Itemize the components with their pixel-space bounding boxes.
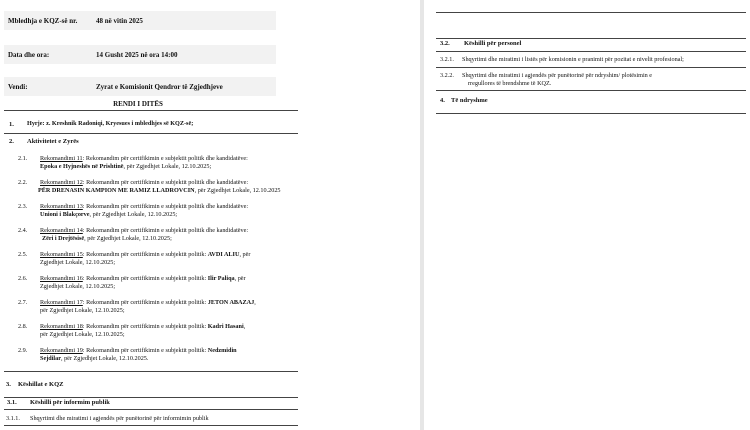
rec-ref: Rekomandimi 12 <box>40 179 83 186</box>
item2-title: Aktivitetet e Zyrës <box>27 138 79 145</box>
divider <box>436 51 746 52</box>
rec-text: : Rekomandim për certifikimin e subjektit politik dhe kandidatëve: <box>82 203 249 210</box>
rec-line2 <box>40 355 148 363</box>
rec-text: : Rekomandim për certifikimin e subjektit politik dhe kandidatëve: <box>82 155 248 162</box>
rec-line2 <box>40 211 177 219</box>
item4-number: 4. <box>440 97 445 104</box>
rec-subject: Epoka e Hyjneshës në Prishtinë <box>40 163 124 170</box>
divider <box>436 12 746 13</box>
rec-line2 <box>42 235 172 243</box>
rec-number: 2.4. <box>18 227 28 234</box>
divider <box>4 397 298 398</box>
rec-text: : Rekomandim për certifikimin e subjektit politik: <box>82 299 208 306</box>
meeting-value: 48 në vitin 2025 <box>96 17 143 25</box>
divider <box>436 38 746 39</box>
rec-number: 2.7. <box>18 299 28 306</box>
rec-line2: Zgjedhjet Lokale, 12.10.2025; <box>40 259 116 266</box>
rec-text: , për <box>234 275 246 282</box>
s322-text-line2: rregullores të brendshme të KQZ. <box>468 80 552 87</box>
rec-line1 <box>40 179 248 187</box>
rec-subject: Nedzmidin <box>207 347 237 354</box>
item3-title: Këshillat e KQZ <box>18 381 64 388</box>
rec-line1 <box>40 323 245 331</box>
rec-line1 <box>40 227 248 235</box>
rec-ref: Rekomandimi 16 <box>40 275 83 282</box>
rec-text: , për Zgjedhjet Lokale, 12.10.2025; <box>84 235 172 242</box>
rec-text: , <box>254 299 256 306</box>
rec-text: : Rekomandim për certifikimin e subjektit politik: <box>82 323 208 330</box>
rec-text: , për Zgjedhjet Lokale, 12.10.2025; <box>89 211 178 218</box>
rec-line1 <box>40 203 248 211</box>
rec-line2: për Zgjedhjet Lokale, 12.10.2025; <box>40 331 125 338</box>
rec-text: , për Zgjedhjet Lokale, 12.10.2025. <box>60 355 149 362</box>
meeting-number-row <box>4 11 276 30</box>
rec-line1 <box>40 299 256 307</box>
rec-line2 <box>38 187 281 195</box>
date-value: 14 Gusht 2025 në ora 14:00 <box>96 51 178 59</box>
s321-number: 3.2.1. <box>440 56 454 63</box>
rec-ref: Rekomandimi 15 <box>40 251 83 258</box>
agenda-title: RENDI I DITËS <box>113 100 163 108</box>
place-row <box>4 77 276 96</box>
rec-text: , për Zgjedhjet Lokale, 12.10.2025 <box>194 187 281 194</box>
place-value: Zyrat e Komisionit Qendror të Zgjedhjeve <box>96 83 223 91</box>
rec-number: 2.2. <box>18 179 28 186</box>
rec-subject: JETON ABAZAJ <box>207 299 255 306</box>
divider <box>436 67 746 68</box>
rec-text: : Rekomandim për certifikimin e subjektit politik: <box>82 251 208 258</box>
divider <box>4 371 298 372</box>
divider <box>4 133 298 134</box>
rec-line1 <box>40 275 246 283</box>
divider <box>4 409 298 410</box>
rec-line2: për Zgjedhjet Lokale, 12.10.2025; <box>40 307 125 314</box>
rec-line1 <box>40 155 248 163</box>
s32-title: Këshilli për personel <box>464 40 522 47</box>
rec-line1 <box>40 251 250 259</box>
rec-line2 <box>40 163 211 171</box>
rec-number: 2.8. <box>18 323 28 330</box>
rec-subject: Unioni i Blakçorve <box>40 211 90 218</box>
s322-number: 3.2.2. <box>440 72 454 79</box>
rec-number: 2.9. <box>18 347 28 354</box>
item2-number: 2. <box>9 138 14 145</box>
rec-text: : Rekomandim për certifikimin e subjektit politik dhe kandidatëve: <box>82 227 249 234</box>
rec-text: , për <box>239 251 251 258</box>
date-row <box>4 45 276 64</box>
s32-number: 3.2. <box>440 40 450 47</box>
rec-subject: PËR DRENASIN KAMPION ME RAMIZ LLADROVCIN <box>38 187 195 194</box>
rec-number: 2.1. <box>18 155 28 162</box>
divider <box>436 113 746 114</box>
rec-subject: AVDI ALIU <box>207 251 240 258</box>
rec-number: 2.6. <box>18 275 28 282</box>
rec-ref: Rekomandimi 19 <box>40 347 83 354</box>
rec-line1 <box>40 347 237 355</box>
divider <box>4 425 298 426</box>
s31-number: 3.1. <box>7 399 17 406</box>
s321-text: Shqyrtimi dhe miratimi i listës për komisionin e pranimit për pozitat e nivelit profesional; <box>462 56 684 63</box>
rec-text: : Rekomandim për certifikimin e subjektit politik: <box>82 275 208 282</box>
date-label: Data dhe ora: <box>8 51 50 59</box>
rec-text: : Rekomandim për certifikimin e subjektit politik: <box>82 347 208 354</box>
item3-number: 3. <box>6 381 11 388</box>
rec-ref: Rekomandimi 13 <box>40 203 83 210</box>
s311-text: Shqyrtimi dhe miratimi i agjendës për punëtorinë për informimin publik <box>30 415 209 422</box>
rec-text: , <box>243 323 246 330</box>
divider <box>436 90 746 91</box>
rec-ref: Rekomandimi 18 <box>40 323 83 330</box>
rec-ref: Rekomandimi 14 <box>40 227 83 234</box>
rec-ref: Rekomandimi 17 <box>40 299 83 306</box>
s311-number: 3.1.1. <box>6 415 20 422</box>
page-right <box>424 0 750 430</box>
rec-subject: Zëri i Drejtësisë <box>42 235 85 242</box>
s322-text-line1: Shqyrtimi dhe miratimi i agjendës për punëtorinë për ndryshim/ plotësimin e <box>462 72 653 79</box>
meeting-label: Mbledhja e KQZ-së nr. <box>8 17 78 25</box>
rec-ref: Rekomandimi 11 <box>40 155 83 162</box>
rec-line2: Zgjedhjet Lokale, 12.10.2025; <box>40 283 116 290</box>
rec-subject: Ilir Paliqa <box>207 275 235 282</box>
divider <box>4 110 298 111</box>
item1-number: 1. <box>9 121 14 128</box>
rec-subject: Sejdilar <box>40 355 61 362</box>
rec-text: : Rekomandim për certifikimin e subjektit politik dhe kandidatëve: <box>82 179 249 186</box>
item1-text: Hyrje: z. Kreshnik Radoniqi, Kryesues i mbledhjes së KQZ-së; <box>27 120 194 127</box>
rec-text: , për Zgjedhjet Lokale, 12.10.2025; <box>123 163 212 170</box>
place-label: Vendi: <box>8 83 28 91</box>
rec-subject: Kadri Hasani <box>207 323 244 330</box>
s31-title: Këshilli për informim publik <box>30 399 110 406</box>
item4-title: Të ndryshme <box>451 97 488 104</box>
rec-number: 2.5. <box>18 251 28 258</box>
rec-number: 2.3. <box>18 203 28 210</box>
